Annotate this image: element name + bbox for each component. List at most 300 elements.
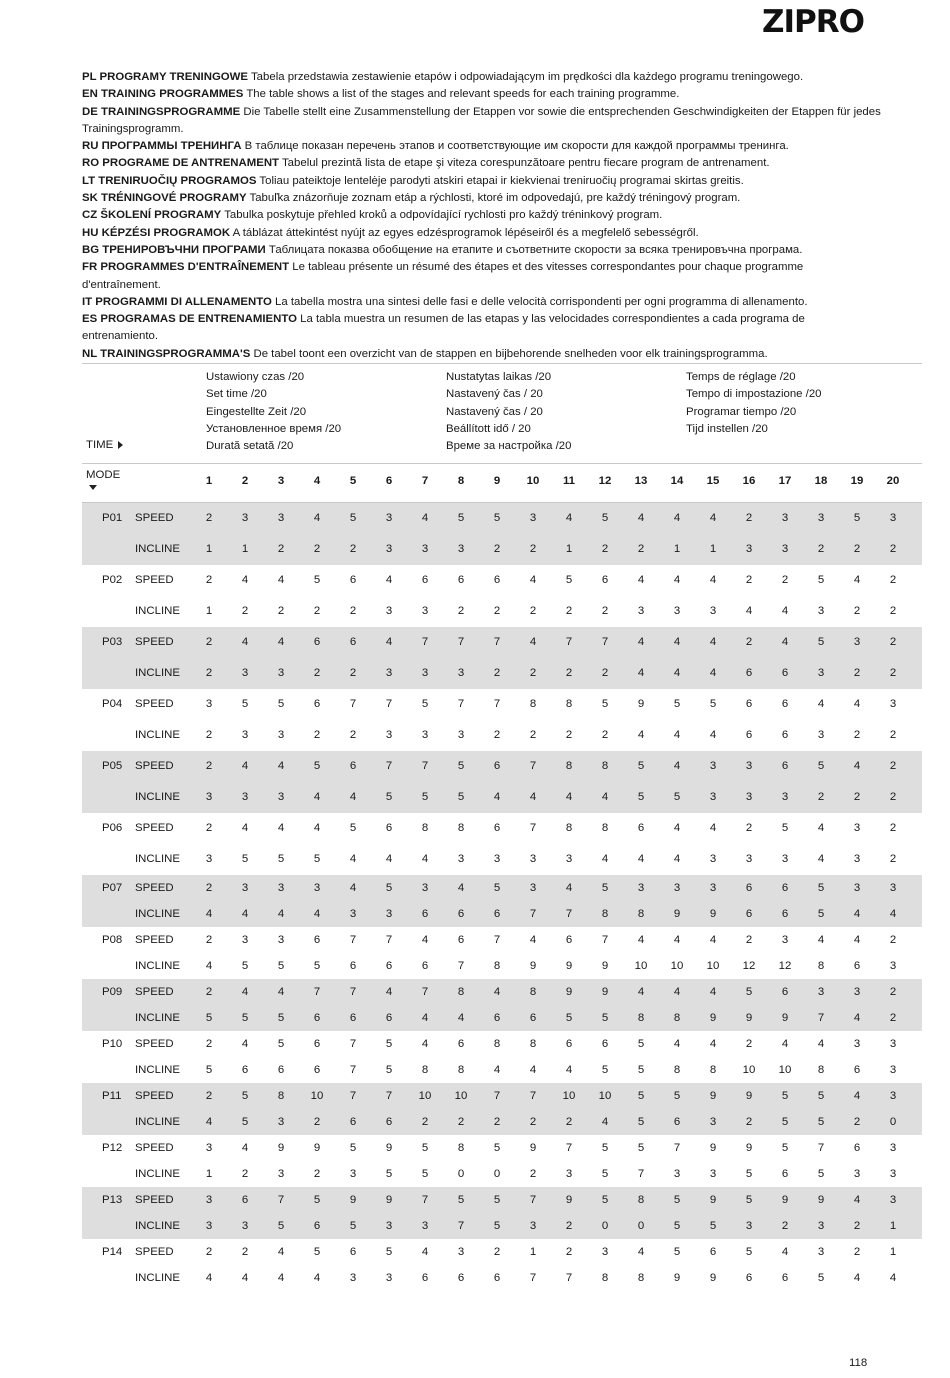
cell-value: 4 xyxy=(565,882,573,894)
cell-value: 5 xyxy=(421,791,429,803)
speed-line xyxy=(82,503,922,534)
cell-value: 6 xyxy=(493,1012,501,1024)
cell-value: 6 xyxy=(745,698,753,710)
cell-value: 3 xyxy=(349,1168,357,1180)
cell-value: 2 xyxy=(529,1168,537,1180)
cell-value: 4 xyxy=(529,636,537,648)
cell-value: 10 xyxy=(634,960,648,972)
cell-value: 5 xyxy=(313,574,321,586)
cell-value: 4 xyxy=(277,760,285,772)
intro-desc: Toliau pateiktoje lentelėje parodyti atskiri etapai ir kiekvienai treniruočių programai skirtas greitis. xyxy=(256,174,744,187)
cell-value: 2 xyxy=(529,1116,537,1128)
cell-value: 3 xyxy=(457,1246,465,1258)
intro-code: CZ ŠKOLENÍ PROGRAMY xyxy=(82,209,222,222)
cell-value: 6 xyxy=(349,1012,357,1024)
column-header: 15 xyxy=(706,475,720,487)
cell-value: 9 xyxy=(565,986,573,998)
cell-value: 3 xyxy=(241,729,249,741)
cell-value: 9 xyxy=(673,1272,681,1284)
cell-value: 8 xyxy=(601,822,609,834)
column-header: 14 xyxy=(670,475,684,487)
cell-value: 7 xyxy=(385,698,393,710)
program-row-p06 xyxy=(82,813,922,875)
cell-value: 4 xyxy=(673,636,681,648)
cell-value: 3 xyxy=(745,760,753,772)
speed-label: SPEED xyxy=(135,934,174,946)
cell-value: 6 xyxy=(601,1038,609,1050)
cell-value: 3 xyxy=(205,698,213,710)
cell-value: 2 xyxy=(601,729,609,741)
cell-value: 4 xyxy=(565,512,573,524)
cell-value: 2 xyxy=(565,1246,573,1258)
program-id: P09 xyxy=(102,986,123,998)
intro-desc: Le tableau présente un résumé des étapes et des vitesses correspondantes pour chaque programme d'entraînement. xyxy=(82,261,804,291)
cell-value: 4 xyxy=(277,636,285,648)
cell-value: 3 xyxy=(385,1272,393,1284)
cell-value: 7 xyxy=(349,986,357,998)
column-header: 9 xyxy=(493,475,501,487)
cell-value: 3 xyxy=(673,882,681,894)
cell-value: 6 xyxy=(313,934,321,946)
cell-value: 3 xyxy=(889,1038,897,1050)
cell-value: 10 xyxy=(418,1090,432,1102)
cell-value: 2 xyxy=(889,605,897,617)
cell-value: 4 xyxy=(673,574,681,586)
cell-value: 5 xyxy=(241,698,249,710)
cell-value: 8 xyxy=(673,1064,681,1076)
cell-value: 3 xyxy=(241,1220,249,1232)
cell-value: 5 xyxy=(673,698,681,710)
incline-line xyxy=(82,901,922,927)
column-header: 2 xyxy=(241,475,249,487)
program-row-p08 xyxy=(82,927,922,979)
cell-value: 7 xyxy=(529,760,537,772)
cell-value: 2 xyxy=(205,1038,213,1050)
speed-line xyxy=(82,1135,922,1161)
cell-value: 2 xyxy=(853,791,861,803)
cell-value: 5 xyxy=(817,1272,825,1284)
cell-value: 4 xyxy=(457,882,465,894)
cell-value: 3 xyxy=(385,543,393,555)
cell-value: 5 xyxy=(313,1194,321,1206)
cell-value: 3 xyxy=(709,1168,717,1180)
cell-value: 4 xyxy=(313,908,321,920)
cell-value: 6 xyxy=(313,698,321,710)
cell-value: 3 xyxy=(385,512,393,524)
cell-value: 3 xyxy=(421,667,429,679)
cell-value: 10 xyxy=(670,960,684,972)
program-id: P12 xyxy=(102,1142,123,1154)
cell-value: 3 xyxy=(565,1168,573,1180)
set-time-col-2 xyxy=(446,369,571,455)
cell-value: 2 xyxy=(889,791,897,803)
cell-value: 9 xyxy=(709,1194,717,1206)
speed-label: SPEED xyxy=(135,512,174,524)
speed-label: SPEED xyxy=(135,822,174,834)
cell-value: 9 xyxy=(565,1194,573,1206)
cell-value: 5 xyxy=(637,1038,645,1050)
cell-value: 2 xyxy=(205,1090,213,1102)
cell-value: 4 xyxy=(529,1064,537,1076)
column-header: 11 xyxy=(562,475,576,487)
set-time-label: Programar tiempo /20 xyxy=(686,405,797,418)
cell-value: 6 xyxy=(349,960,357,972)
cell-value: 3 xyxy=(889,1168,897,1180)
cell-value: 5 xyxy=(853,512,861,524)
cell-value: 9 xyxy=(601,986,609,998)
cell-value: 5 xyxy=(457,791,465,803)
cell-value: 5 xyxy=(601,512,609,524)
cell-value: 3 xyxy=(385,667,393,679)
speed-line xyxy=(82,1083,922,1109)
cell-value: 1 xyxy=(205,543,213,555)
intro-desc: Таблицата показва обобщение на етапите и съответните скорости за всяка тренировъчна програма. xyxy=(265,243,803,256)
cell-value: 8 xyxy=(529,698,537,710)
cell-value: 7 xyxy=(457,698,465,710)
cell-value: 5 xyxy=(457,1194,465,1206)
cell-value: 6 xyxy=(313,1064,321,1076)
cell-value: 2 xyxy=(889,543,897,555)
cell-value: 2 xyxy=(853,1220,861,1232)
cell-value: 6 xyxy=(349,1246,357,1258)
cell-value: 8 xyxy=(529,1038,537,1050)
cell-value: 6 xyxy=(781,698,789,710)
cell-value: 8 xyxy=(637,1012,645,1024)
cell-value: 4 xyxy=(673,934,681,946)
cell-value: 7 xyxy=(529,1194,537,1206)
cell-value: 5 xyxy=(637,1064,645,1076)
cell-value: 4 xyxy=(421,853,429,865)
cell-value: 3 xyxy=(205,1194,213,1206)
cell-value: 7 xyxy=(349,698,357,710)
program-id: P14 xyxy=(102,1246,123,1258)
cell-value: 3 xyxy=(241,512,249,524)
cell-value: 3 xyxy=(889,1142,897,1154)
cell-value: 8 xyxy=(565,698,573,710)
cell-value: 5 xyxy=(781,1116,789,1128)
brand-logo: ZIPRO xyxy=(762,4,864,40)
cell-value: 4 xyxy=(889,1272,897,1284)
set-time-col-3 xyxy=(686,369,822,438)
mode-header xyxy=(82,463,922,503)
cell-value: 3 xyxy=(709,853,717,865)
cell-value: 7 xyxy=(493,1090,501,1102)
set-time-label: Ustawiony czas /20 xyxy=(206,371,305,383)
cell-value: 10 xyxy=(562,1090,576,1102)
cell-value: 5 xyxy=(241,1116,249,1128)
cell-value: 6 xyxy=(385,960,393,972)
cell-value: 3 xyxy=(709,605,717,617)
cell-value: 6 xyxy=(349,1116,357,1128)
incline-label: INCLINE xyxy=(135,1168,180,1180)
speed-line xyxy=(82,1031,922,1057)
intro-line xyxy=(82,259,882,294)
incline-label: INCLINE xyxy=(135,1012,180,1024)
cell-value: 5 xyxy=(745,986,753,998)
arrow-down-icon xyxy=(89,485,97,490)
cell-value: 3 xyxy=(277,512,285,524)
cell-value: 2 xyxy=(493,667,501,679)
cell-value: 8 xyxy=(421,822,429,834)
cell-value: 7 xyxy=(349,1038,357,1050)
cell-value: 4 xyxy=(241,1038,249,1050)
incline-line xyxy=(82,953,922,979)
cell-value: 5 xyxy=(205,1064,213,1076)
cell-value: 5 xyxy=(385,1168,393,1180)
incline-line xyxy=(82,596,922,627)
cell-value: 4 xyxy=(205,960,213,972)
cell-value: 4 xyxy=(637,934,645,946)
cell-value: 5 xyxy=(277,1038,285,1050)
cell-value: 9 xyxy=(745,1142,753,1154)
column-header: 10 xyxy=(526,475,540,487)
cell-value: 2 xyxy=(853,605,861,617)
program-row-p02 xyxy=(82,565,922,627)
intro-code: FR PROGRAMMES D'ENTRAÎNEMENT xyxy=(82,261,290,274)
cell-value: 2 xyxy=(889,636,897,648)
intro-line xyxy=(82,242,882,259)
cell-value: 1 xyxy=(205,605,213,617)
cell-value: 5 xyxy=(277,1220,285,1232)
cell-value: 6 xyxy=(349,574,357,586)
cell-value: 2 xyxy=(493,729,501,741)
cell-value: 10 xyxy=(778,1064,792,1076)
incline-label: INCLINE xyxy=(135,960,180,972)
cell-value: 4 xyxy=(349,791,357,803)
cell-value: 7 xyxy=(529,822,537,834)
cell-value: 8 xyxy=(493,1038,501,1050)
column-header: 18 xyxy=(814,475,828,487)
cell-value: 7 xyxy=(421,760,429,772)
cell-value: 6 xyxy=(853,1064,861,1076)
program-row-p09 xyxy=(82,979,922,1031)
cell-value: 2 xyxy=(889,853,897,865)
incline-line xyxy=(82,1161,922,1187)
set-time-label: Nustatytas laikas /20 xyxy=(446,371,552,383)
cell-value: 4 xyxy=(313,1272,321,1284)
cell-value: 3 xyxy=(745,791,753,803)
cell-value: 2 xyxy=(745,822,753,834)
cell-value: 4 xyxy=(781,1246,789,1258)
cell-value: 2 xyxy=(889,934,897,946)
cell-value: 4 xyxy=(889,908,897,920)
cell-value: 3 xyxy=(817,605,825,617)
cell-value: 5 xyxy=(601,1064,609,1076)
intro-line xyxy=(82,69,882,86)
cell-value: 2 xyxy=(277,605,285,617)
incline-line xyxy=(82,658,922,689)
cell-value: 7 xyxy=(637,1168,645,1180)
cell-value: 3 xyxy=(709,791,717,803)
cell-value: 5 xyxy=(241,960,249,972)
cell-value: 4 xyxy=(601,853,609,865)
cell-value: 8 xyxy=(637,908,645,920)
column-header: 3 xyxy=(277,475,285,487)
cell-value: 2 xyxy=(817,791,825,803)
cell-value: 9 xyxy=(637,698,645,710)
cell-value: 9 xyxy=(781,1012,789,1024)
speed-label: SPEED xyxy=(135,698,174,710)
cell-value: 1 xyxy=(709,543,717,555)
intro-desc: Tabela przedstawia zestawienie etapów i odpowiadającym im prędkości dla każdego programu treningowego. xyxy=(248,71,804,83)
cell-value: 7 xyxy=(601,636,609,648)
cell-value: 7 xyxy=(349,1090,357,1102)
cell-value: 5 xyxy=(745,1194,753,1206)
cell-value: 7 xyxy=(349,1064,357,1076)
cell-value: 5 xyxy=(421,1142,429,1154)
cell-value: 5 xyxy=(349,512,357,524)
program-row-p04 xyxy=(82,689,922,751)
cell-value: 6 xyxy=(493,908,501,920)
cell-value: 4 xyxy=(637,729,645,741)
cell-value: 4 xyxy=(745,605,753,617)
cell-value: 3 xyxy=(313,882,321,894)
cell-value: 2 xyxy=(313,605,321,617)
cell-value: 4 xyxy=(637,853,645,865)
cell-value: 6 xyxy=(745,882,753,894)
cell-value: 8 xyxy=(457,986,465,998)
cell-value: 2 xyxy=(349,605,357,617)
cell-value: 5 xyxy=(457,512,465,524)
intro-line xyxy=(82,86,882,103)
cell-value: 5 xyxy=(241,853,249,865)
cell-value: 4 xyxy=(637,986,645,998)
cell-value: 6 xyxy=(745,908,753,920)
cell-value: 3 xyxy=(421,882,429,894)
cell-value: 3 xyxy=(673,1168,681,1180)
cell-value: 3 xyxy=(745,853,753,865)
cell-value: 3 xyxy=(421,543,429,555)
cell-value: 9 xyxy=(673,908,681,920)
incline-line xyxy=(82,534,922,565)
cell-value: 4 xyxy=(565,1064,573,1076)
cell-value: 6 xyxy=(565,1038,573,1050)
cell-value: 2 xyxy=(205,760,213,772)
cell-value: 5 xyxy=(745,1246,753,1258)
cell-value: 7 xyxy=(313,986,321,998)
cell-value: 4 xyxy=(673,729,681,741)
cell-value: 8 xyxy=(493,960,501,972)
set-time-label: Tempo di impostazione /20 xyxy=(686,388,822,401)
cell-value: 2 xyxy=(493,605,501,617)
cell-value: 4 xyxy=(709,574,717,586)
cell-value: 7 xyxy=(457,960,465,972)
incline-line xyxy=(82,720,922,751)
cell-value: 6 xyxy=(457,908,465,920)
cell-value: 5 xyxy=(277,1012,285,1024)
cell-value: 6 xyxy=(385,1012,393,1024)
cell-value: 3 xyxy=(277,729,285,741)
cell-value: 5 xyxy=(601,882,609,894)
cell-value: 4 xyxy=(709,636,717,648)
cell-value: 3 xyxy=(385,729,393,741)
cell-value: 4 xyxy=(493,1064,501,1076)
cell-value: 3 xyxy=(853,853,861,865)
cell-value: 9 xyxy=(349,1194,357,1206)
cell-value: 3 xyxy=(817,1220,825,1232)
incline-line xyxy=(82,1005,922,1031)
cell-value: 5 xyxy=(709,698,717,710)
cell-value: 3 xyxy=(709,882,717,894)
cell-value: 2 xyxy=(205,574,213,586)
intro-code: EN TRAINING PROGRAMMES xyxy=(82,88,244,101)
cell-value: 3 xyxy=(385,908,393,920)
cell-value: 8 xyxy=(637,1194,645,1206)
cell-value: 4 xyxy=(709,512,717,524)
cell-value: 4 xyxy=(277,908,285,920)
cell-value: 3 xyxy=(853,636,861,648)
cell-value: 2 xyxy=(205,822,213,834)
cell-value: 5 xyxy=(385,1064,393,1076)
incline-line xyxy=(82,1265,922,1291)
intro-line xyxy=(82,346,882,363)
cell-value: 4 xyxy=(817,822,825,834)
cell-value: 2 xyxy=(745,1116,753,1128)
mode-label: MODE xyxy=(86,469,120,490)
program-row-p13 xyxy=(82,1187,922,1239)
cell-value: 4 xyxy=(421,1012,429,1024)
cell-value: 2 xyxy=(529,667,537,679)
cell-value: 4 xyxy=(709,822,717,834)
program-id: P05 xyxy=(102,760,123,772)
cell-value: 6 xyxy=(673,1116,681,1128)
cell-value: 7 xyxy=(349,934,357,946)
cell-value: 9 xyxy=(313,1142,321,1154)
cell-value: 4 xyxy=(241,760,249,772)
cell-value: 6 xyxy=(457,1272,465,1284)
cell-value: 6 xyxy=(781,760,789,772)
cell-value: 3 xyxy=(493,853,501,865)
cell-value: 6 xyxy=(457,934,465,946)
program-row-p12 xyxy=(82,1135,922,1187)
cell-value: 3 xyxy=(709,760,717,772)
cell-value: 5 xyxy=(781,822,789,834)
program-id: P07 xyxy=(102,882,123,894)
intro-code: LT TRENIRUOČIŲ PROGRAMOS xyxy=(82,174,257,187)
cell-value: 9 xyxy=(529,1142,537,1154)
cell-value: 6 xyxy=(781,908,789,920)
cell-value: 6 xyxy=(457,1038,465,1050)
cell-value: 4 xyxy=(673,853,681,865)
cell-value: 2 xyxy=(493,1116,501,1128)
cell-value: 2 xyxy=(745,1038,753,1050)
intro-line xyxy=(82,104,882,139)
cell-value: 5 xyxy=(673,1194,681,1206)
cell-value: 4 xyxy=(781,636,789,648)
program-id: P08 xyxy=(102,934,123,946)
cell-value: 2 xyxy=(565,1116,573,1128)
cell-value: 3 xyxy=(889,1090,897,1102)
cell-value: 8 xyxy=(673,1012,681,1024)
cell-value: 4 xyxy=(673,667,681,679)
cell-value: 7 xyxy=(601,934,609,946)
cell-value: 2 xyxy=(889,574,897,586)
cell-value: 7 xyxy=(421,1194,429,1206)
cell-value: 3 xyxy=(853,1038,861,1050)
incline-label: INCLINE xyxy=(135,791,180,803)
cell-value: 10 xyxy=(310,1090,324,1102)
speed-label: SPEED xyxy=(135,636,174,648)
cell-value: 4 xyxy=(385,986,393,998)
programs-table xyxy=(82,363,922,1291)
cell-value: 2 xyxy=(853,543,861,555)
cell-value: 9 xyxy=(709,908,717,920)
cell-value: 2 xyxy=(493,543,501,555)
cell-value: 8 xyxy=(457,822,465,834)
cell-value: 3 xyxy=(205,1142,213,1154)
cell-value: 4 xyxy=(817,934,825,946)
intro-text xyxy=(82,69,882,363)
